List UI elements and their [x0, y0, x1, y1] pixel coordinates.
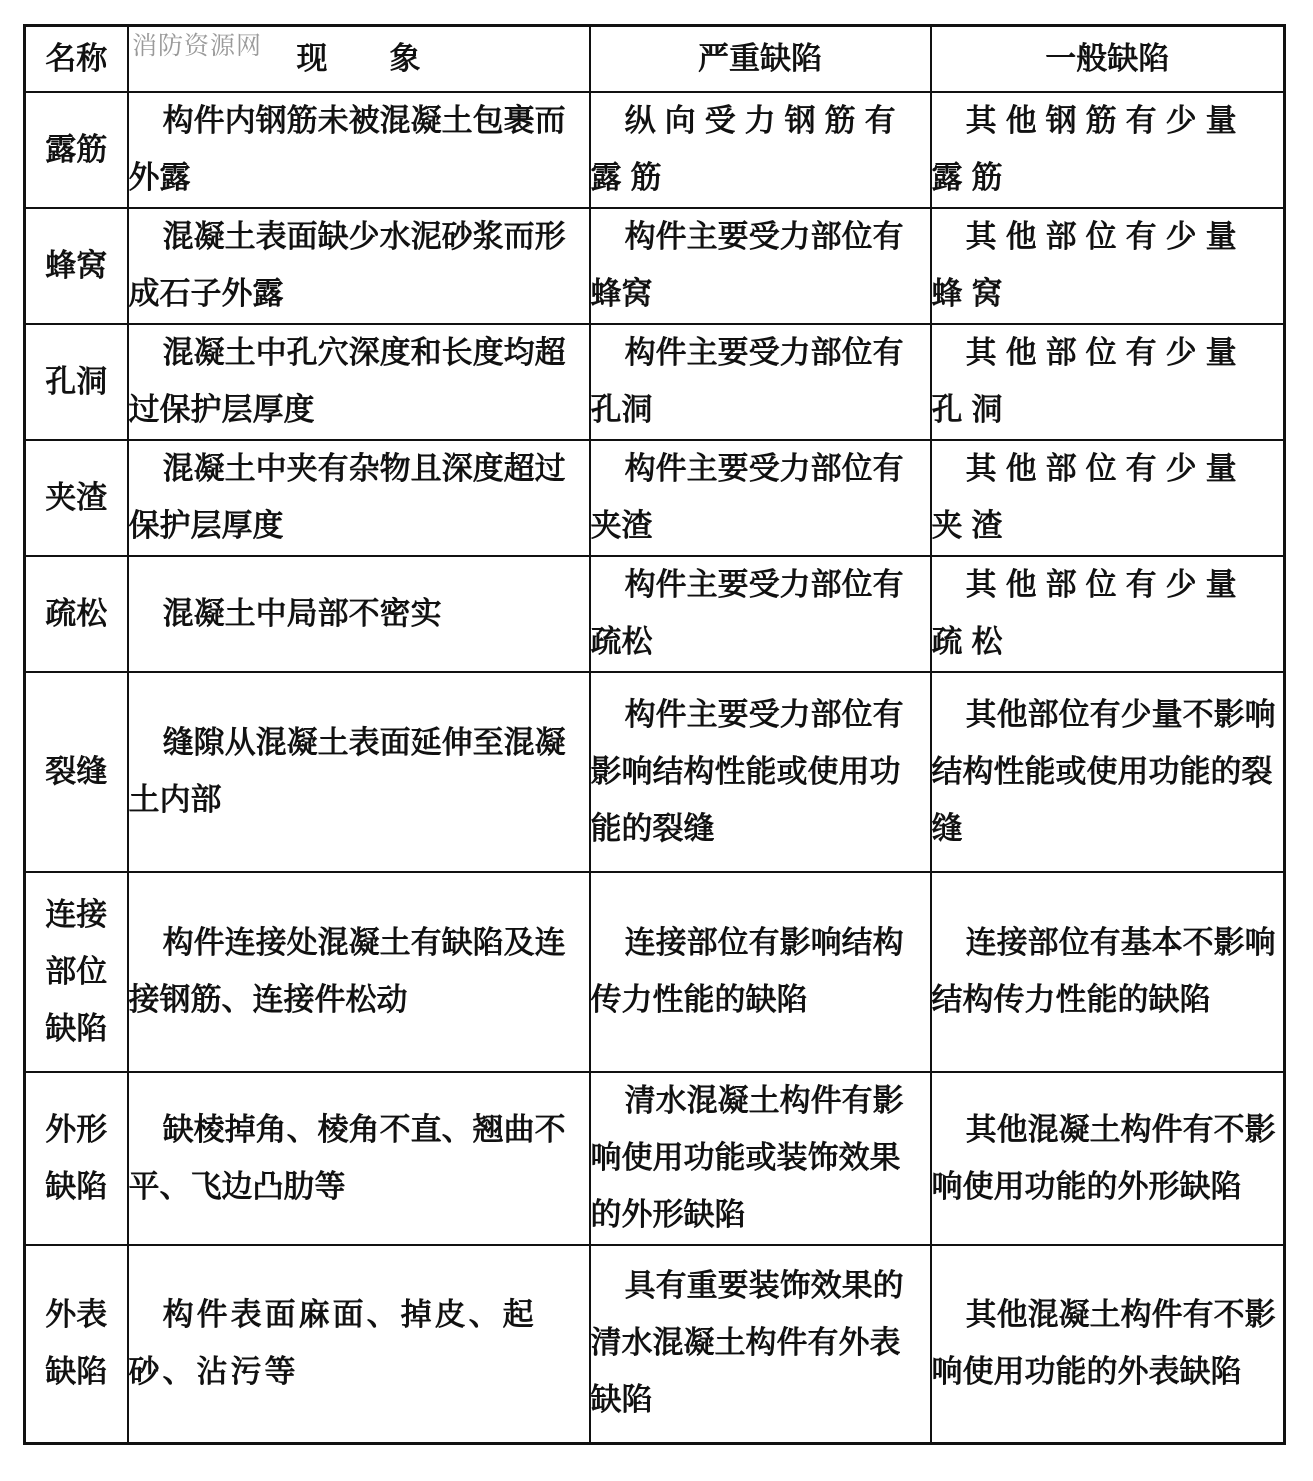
row-phenomenon-text: 构件内钢筋未被混凝土包裹而外露 [128, 103, 566, 196]
row-phenomenon [128, 208, 590, 324]
row-general-text: 其他混凝土构件有不影响使用功能的外表缺陷 [931, 1296, 1276, 1390]
row-name: 孔洞 [25, 324, 128, 440]
header-serious: 严重缺陷 [590, 26, 931, 93]
row-serious [590, 92, 931, 208]
row-name: 连接 部位 缺陷 [25, 872, 128, 1072]
watermark-text: 消防资源网 [132, 31, 263, 60]
row-serious-text: 具有重要装饰效果的清水混凝土构件有外表缺陷 [590, 1268, 904, 1419]
row-general [931, 872, 1285, 1072]
row-phenomenon [128, 872, 590, 1072]
table-row [25, 1245, 1285, 1443]
row-phenomenon-text: 混凝土中夹有杂物且深度超过保护层厚度 [128, 451, 566, 544]
row-serious-text: 连接部位有影响结构传力性能的缺陷 [590, 925, 904, 1018]
row-name: 疏松 [25, 556, 128, 672]
table-row [25, 872, 1285, 1072]
row-phenomenon-text: 混凝土中局部不密实 [162, 595, 442, 632]
table-row [25, 440, 1285, 556]
row-serious-text: 构件主要受力部位有影响结构性能或使用功能的裂缝 [590, 696, 904, 847]
row-serious-text: 构件主要受力部位有疏松 [590, 567, 904, 660]
row-phenomenon [128, 1245, 590, 1443]
table-row [25, 1072, 1285, 1245]
row-serious-text: 清水混凝土构件有影响使用功能或装饰效果的外形缺陷 [590, 1083, 904, 1233]
table-row [25, 324, 1285, 440]
row-serious [590, 440, 931, 556]
header-name: 名称 [25, 26, 128, 93]
row-phenomenon-text: 混凝土中孔穴深度和长度均超过保护层厚度 [128, 335, 566, 428]
row-general [931, 1245, 1285, 1443]
row-serious [590, 556, 931, 672]
row-general-text: 其他部位有少量疏松 [931, 567, 1246, 660]
row-general-text: 其他部位有少量孔洞 [931, 335, 1246, 428]
row-name: 蜂窝 [25, 208, 128, 324]
row-name: 露筋 [25, 92, 128, 208]
row-general-text: 其他部位有少量夹渣 [931, 451, 1246, 544]
row-name: 外表 缺陷 [25, 1245, 128, 1443]
row-general [931, 208, 1285, 324]
row-phenomenon [128, 672, 590, 872]
row-general [931, 1072, 1285, 1245]
row-general-text: 其他部位有少量蜂窝 [931, 219, 1246, 312]
row-general [931, 324, 1285, 440]
row-general [931, 556, 1285, 672]
row-serious [590, 324, 931, 440]
row-general [931, 672, 1285, 872]
row-general-text: 其他混凝土构件有不影响使用功能的外形缺陷 [931, 1111, 1276, 1205]
header-phenomenon: 现 象 [128, 26, 590, 93]
row-phenomenon-text: 构件连接处混凝土有缺陷及连接钢筋、连接件松动 [128, 925, 566, 1018]
row-name: 夹渣 [25, 440, 128, 556]
header-general: 一般缺陷 [931, 26, 1285, 93]
row-serious-text: 构件主要受力部位有孔洞 [590, 335, 904, 428]
row-serious-text: 构件主要受力部位有蜂窝 [590, 219, 904, 312]
row-serious [590, 672, 931, 872]
row-general-text: 其他部位有少量不影响结构性能或使用功能的裂缝 [931, 696, 1276, 847]
row-phenomenon-text: 构件表面麻面、掉皮、起砂、沾污等 [128, 1296, 537, 1390]
row-general-text: 其他钢筋有少量露筋 [931, 103, 1246, 196]
row-general-text: 连接部位有基本不影响结构传力性能的缺陷 [931, 925, 1276, 1018]
row-serious [590, 872, 931, 1072]
row-phenomenon [128, 1072, 590, 1245]
row-name: 裂缝 [25, 672, 128, 872]
table-row [25, 208, 1285, 324]
row-serious [590, 1072, 931, 1245]
row-serious-text: 纵向受力钢筋有露筋 [590, 103, 905, 196]
row-general [931, 92, 1285, 208]
row-phenomenon [128, 324, 590, 440]
row-name: 外形 缺陷 [25, 1072, 128, 1245]
row-serious-text: 构件主要受力部位有夹渣 [590, 451, 904, 544]
row-phenomenon [128, 92, 590, 208]
defect-table [23, 24, 1286, 1445]
row-phenomenon-text: 混凝土表面缺少水泥砂浆而形成石子外露 [128, 219, 566, 312]
row-phenomenon-text: 缺棱掉角、棱角不直、翘曲不平、飞边凸肋等 [128, 1111, 566, 1205]
row-phenomenon-text: 缝隙从混凝土表面延伸至混凝土内部 [128, 725, 566, 818]
row-phenomenon [128, 556, 590, 672]
row-serious [590, 208, 931, 324]
table-row [25, 672, 1285, 872]
row-serious [590, 1245, 931, 1443]
row-general [931, 440, 1285, 556]
table-row [25, 556, 1285, 672]
row-phenomenon [128, 440, 590, 556]
table-row [25, 92, 1285, 208]
